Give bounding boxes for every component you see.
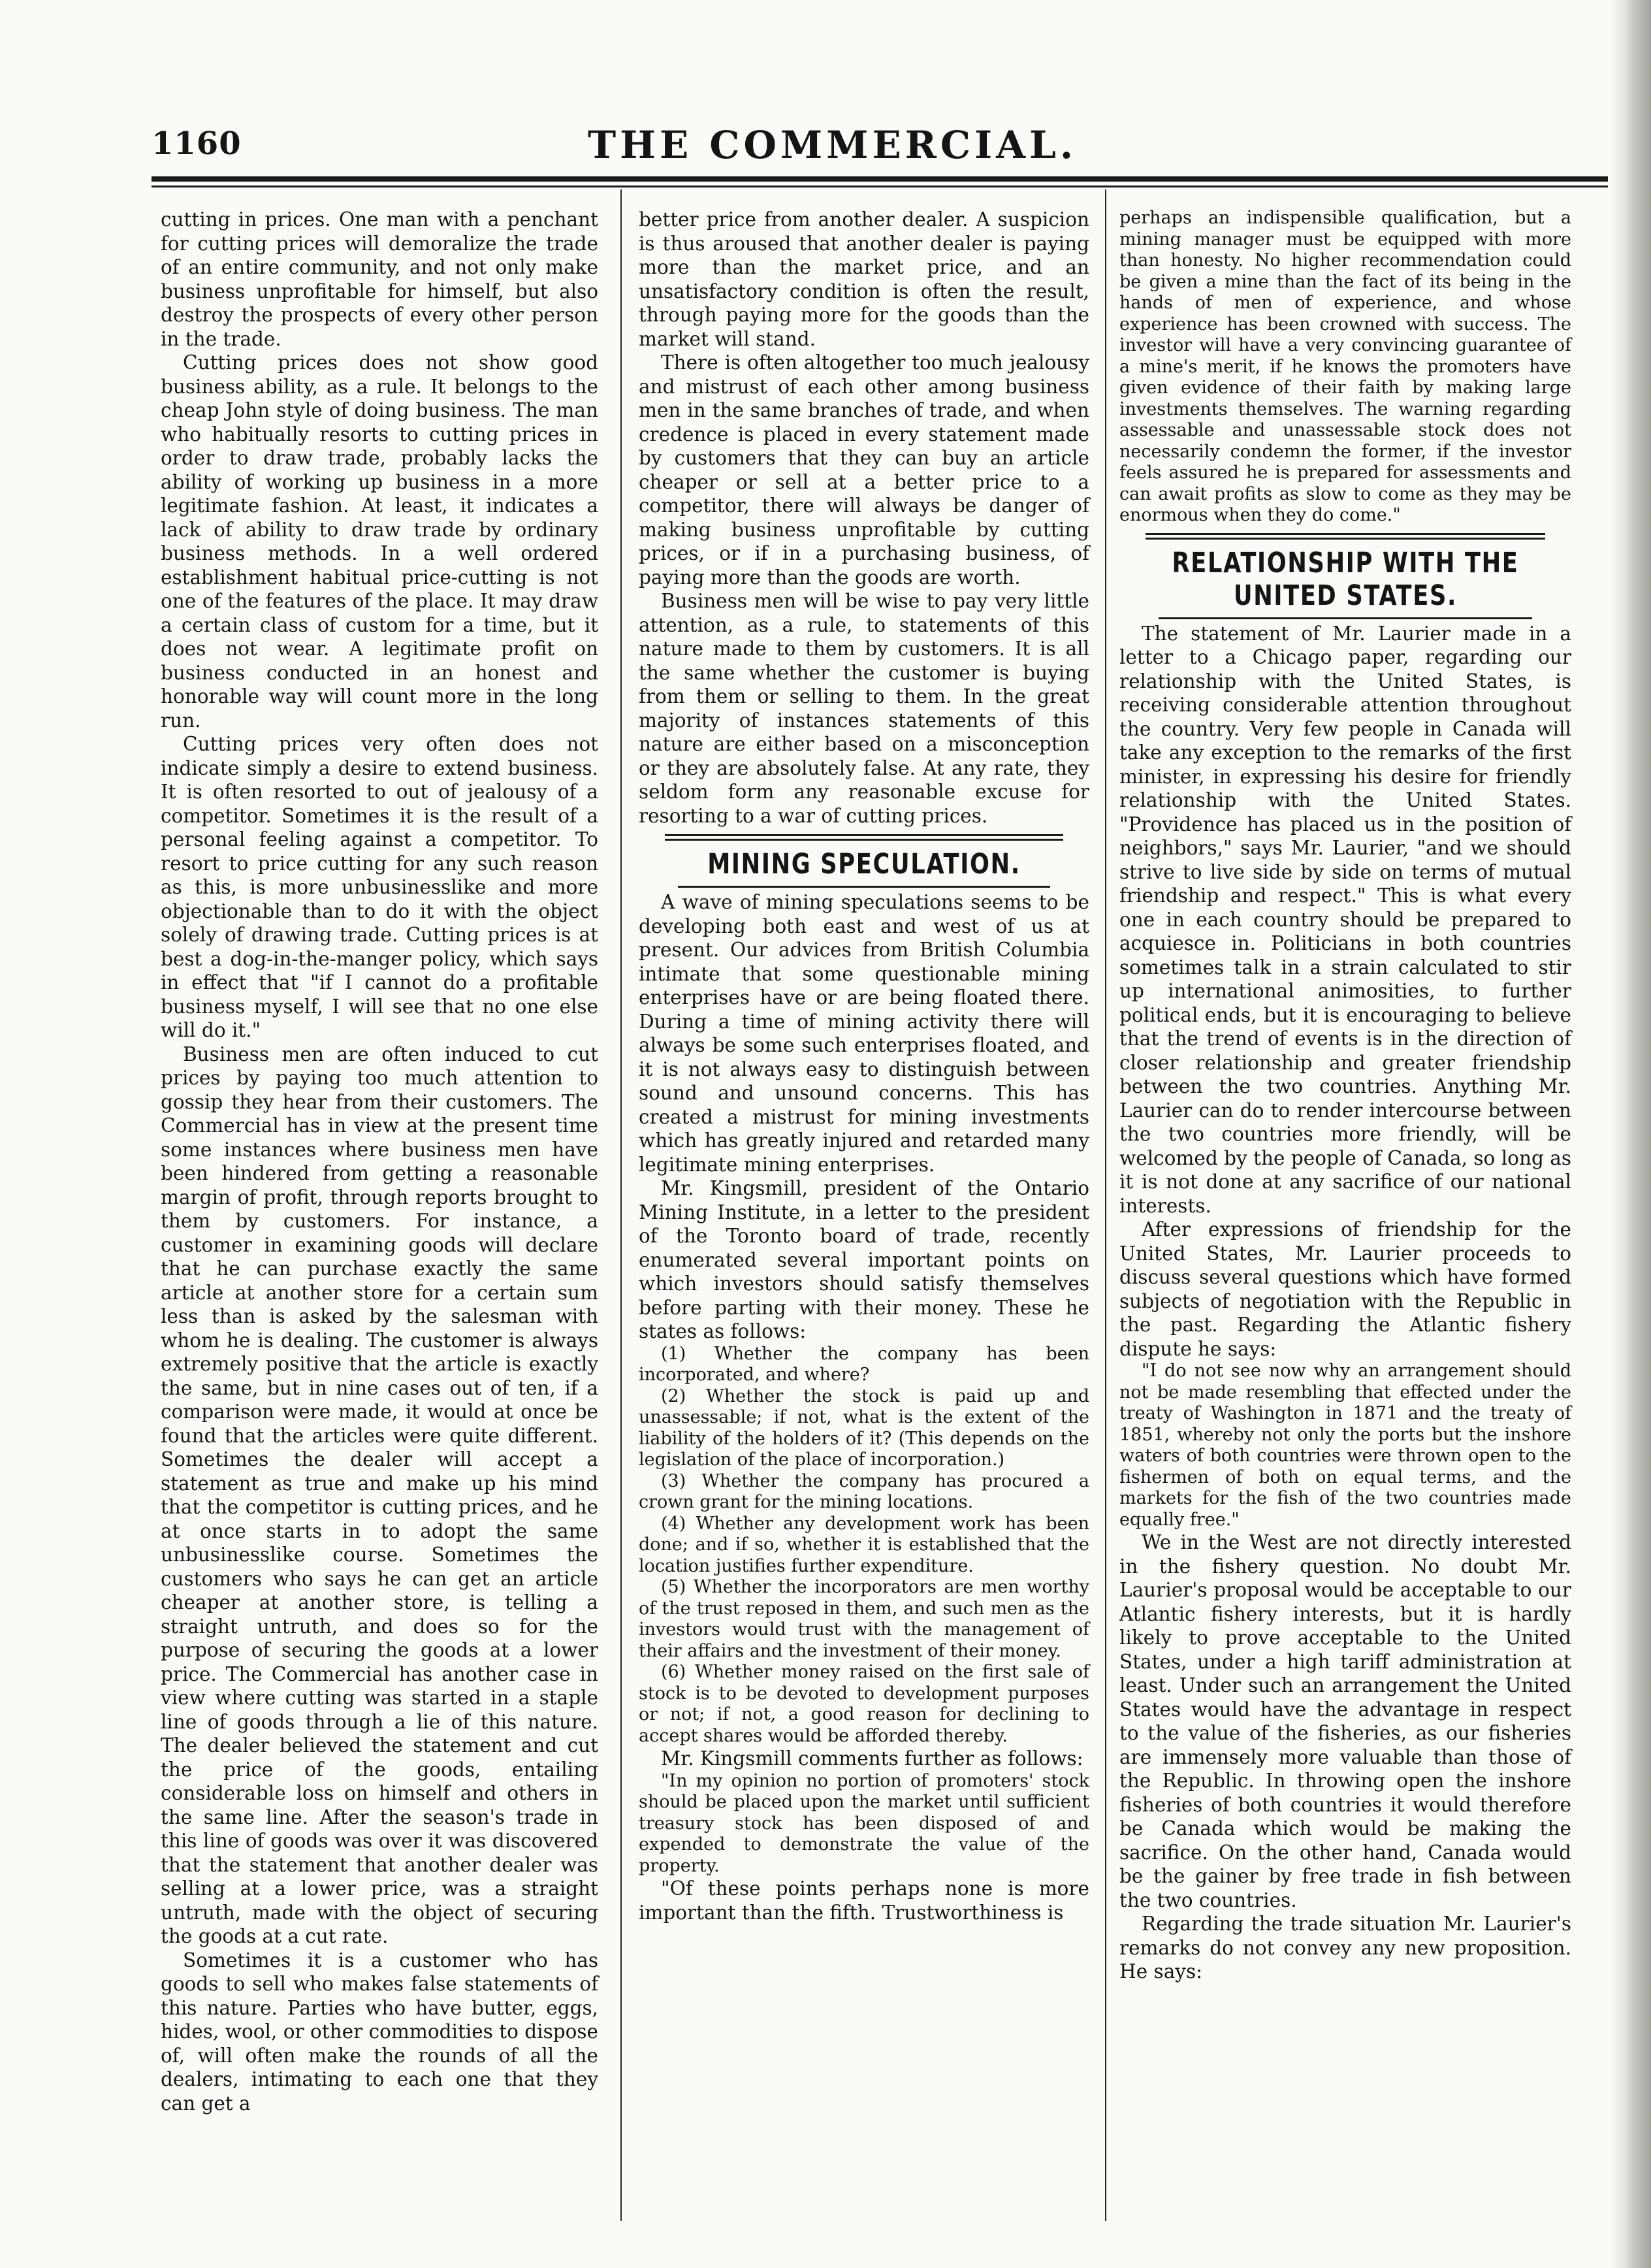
list-item: (5) Whether the incorporators are men worthy of the trust reposed in them, and such men as the investors would trust with the management of their affairs and the investment of their money.: [639, 1577, 1089, 1661]
paragraph: "Of these points perhaps none is more important than the fifth. Trustworthiness is: [639, 1877, 1089, 1924]
paragraph: better price from another dealer. A suspicion is thus aroused that another dealer is paying more than the market price, and an unsatisfactory condition is often the result, through paying more for the goods than the market will stand.: [639, 208, 1089, 350]
section-heading-mining: MINING SPECULATION.: [707, 848, 1021, 881]
list-item: (3) Whether the company has procured a crown grant for the mining locations.: [639, 1470, 1089, 1512]
paragraph: Cutting prices very often does not indicate simply a desire to extend business. It is often resorted to out of jealousy of a competitor. Sometimes it is the result of a personal feeling against a competitor. To resort to price cutting for any such reason as this, is more unbusinesslike and more objectionable than to do it with the object solely of drawing trade. Cutting prices is at best a dog-in-the-manger policy, which says in effect that "if I cannot do a profitable business myself, I will see that no one else will do it.": [161, 733, 598, 1041]
list-item: (4) Whether any development work has been done; and if so, whether it is established that the location justifies further expenditure.: [639, 1513, 1089, 1576]
paragraph: Mr. Kingsmill comments further as follows:: [661, 1747, 1083, 1770]
list-item: (1) Whether the company has been incorporated, and where?: [639, 1343, 1089, 1385]
paragraph: Business men are often induced to cut prices by paying too much attention to gossip they hear from their customers. The Commercial has in view at the present time some instances where business men have been hindered from getting a reasonable margin of profit, through reports brought to them by customers. For instance, a customer in examining goods will declare that he can purchase exactly the same article at another store for a certain sum less than is asked by the salesman with whom he is dealing. The customer is always extremely positive that the article is exactly the same, but in nine cases out of ten, if a comparison were made, it would at once be found that the articles were quite different. Sometimes the dealer will accept a statement as true and make up his mind that the competitor is cutting prices, and he at once starts in to adopt the same unbusinesslike course. Sometimes the customers who says he can get an article cheaper at another store, is telling a straight untruth, and does so for the purpose of securing the goods at a lower price. The Commercial has another case in view where cutting was started in a staple line of goods through a lie of this nature. The dealer believed the statement and cut the price of the goods, entailing considerable loss on himself and others in the same line. After the season's trade in this line of goods was over it was discovered that the statement that another dealer was selling at a lower price, was a straight untruth, made with the object of securing the goods at a cut rate.: [161, 1043, 598, 1947]
paragraph: Cutting prices does not show good business ability, as a rule. It belongs to the cheap John style of doing business. The man who habitually resorts to cutting prices in order to draw trade, probably lacks the ability of working up business in a more legitimate fashion. At least, it indicates a lack of ability to draw trade by ordinary business methods. In a well ordered establishment habitual price-cutting is not one of the features of the place. It may draw a certain class of custom for a time, but it does not wear. A legitimate profit on business conducted in an honest and honorable way will count more in the long run.: [161, 351, 598, 732]
heading-underline: [678, 886, 1050, 888]
page-number: 1160: [152, 125, 242, 162]
list-item: (6) Whether money raised on the first sale of stock is to be devoted to development purposes or not; if not, a good reason for declining to accept shares would be afforded thereby.: [639, 1662, 1089, 1746]
section-rule: [665, 834, 1063, 836]
header-rule-thin: [152, 186, 1608, 187]
paragraph: There is often altogether too much jealousy and mistrust of each other among business men in the same branches of trade, and when credence is placed in every statement made by customers that they can buy an article cheaper or sell at a better price to a competitor, there will always be danger of making business unprofitable by cutting prices, or if in a purchasing business, of paying more than the goods are worth.: [639, 351, 1089, 589]
paragraph: Business men will be wise to pay very little attention, as a rule, to statements of this nature made to them by customers. It is all the same whether the customer is buying from them or selling to them. In the great majority of instances statements of this nature are either based on a misconception or they are absolutely false. At any rate, they seldom form any reasonable excuse for resorting to a war of cutting prices.: [639, 590, 1089, 827]
column-3: [1119, 208, 1571, 1984]
paragraph: Regarding the trade situation Mr. Laurier's remarks do not convey any new proposition. He says:: [1119, 1913, 1571, 1983]
paragraph: The statement of Mr. Laurier made in a letter to a Chicago paper, regarding our relationship with the United States, is receiving considerable attention throughout the country. Very few people in Canada will take any exception to the remarks of the first minister, in expressing his desire for friendly relationship with the United States. "Providence has placed us in the position of neighbors," says Mr. Laurier, "and we should strive to live side by side on terms of mutual friendship and respect." This is what every one in each country should be prepared to acquiesce in. Politicians in both countries sometimes talk in a strain calculated to stir up international animosities, to further political ends, but it is encouraging to believe that the trend of events is in the direction of closer relationship and greater friendship between the two countries. Anything Mr. Laurier can do to render intercourse between the two countries more friendly, will be welcomed by the people of Canada, so long as it is not done at any sacrifice of our national interests.: [1119, 622, 1571, 1217]
header-rule-thick: [152, 176, 1608, 182]
section-heading-relationship: RELATIONSHIP WITH THE UNITED STATES.: [1172, 546, 1519, 612]
paragraph: We in the West are not directly interested in the fishery question. No doubt Mr. Laurier's proposal would be acceptable to our Atlantic fishery interests, but it is hardly likely to prove acceptable to the United States, under a high tariff administration at least. Under such an arrangement the United States would have the advantage in respect to the value of the fisheries, as our fisheries are immensely more valuable than those of the Republic. In throwing open the inshore fisheries of both countries it would therefore be Canada which would be making the sacrifice. On the other hand, Canada would be the gainer by free trade in fish between the two countries.: [1119, 1531, 1571, 1911]
heading-underline: [1159, 617, 1532, 619]
quote: perhaps an indispensible qualification, but a mining manager must be equipped with more than honesty. No higher recommendation could be given a mine than the fact of its being in the hands of men of experience, and whose experience has been crowned with success. The investor will have a very convincing guarantee of a mine's merit, if he knows the promoters have given evidence of their faith by making large investments themselves. The warning regarding assessable and unassessable stock does not necessarily condemn the former, if the investor feels assured he is prepared for assessments and can await profits as slow to come as they may be enormous when they do come.": [1119, 208, 1571, 525]
quote: "In my opinion no portion of promoters' stock should be placed upon the market until sufficient treasury stock has been disposed of and expended to demonstrate the value of the property.: [639, 1770, 1089, 1876]
section-rule: [1146, 533, 1545, 535]
paragraph: Sometimes it is a customer who has goods to sell who makes false statements of this nature. Parties who have butter, eggs, hides, wool, or other commodities to dispose of, will often make the rounds of all the dealers, intimating to each one that they can get a: [161, 1949, 598, 2114]
column-1: [161, 208, 598, 2115]
column-2: [639, 208, 1089, 1924]
quote: "I do not see now why an arrangement should not be made resembling that effected under the treaty of Washington in 1871 and the treaty of 1851, whereby not only the ports but the inshore waters of both countries were thrown open to the fishermen of both on equal terms, and the markets for the fish of the two countries made equally free.": [1119, 1361, 1571, 1530]
paragraph: Mr. Kingsmill, president of the Ontario Mining Institute, in a letter to the president of the Toronto board of trade, recently enumerated several important points on which investors should satisfy themselves before parting with their money. These he states as follows:: [639, 1177, 1089, 1342]
paragraph: cutting in prices. One man with a penchant for cutting prices will demoralize the trade of an entire community, and not only make business unprofitable for himself, but also destroy the prospects of every other person in the trade.: [161, 208, 598, 350]
column-divider-2: [1105, 189, 1106, 2221]
paragraph: A wave of mining speculations seems to be developing both east and west of us at present. Our advices from British Columbia intimate that some questionable mining enterprises have or are being floated there. During a time of mining activity there will always be some such enterprises floated, and it is not always easy to distinguish between sound and unsound concerns. This has created a mistrust for mining investments which has greatly injured and retarded many legitimate mining enterprises.: [639, 891, 1089, 1176]
list-item: (2) Whether the stock is paid up and unassessable; if not, what is the extent of the liability of the holders of it? (This depends on the legislation of the place of incorporation.): [639, 1385, 1089, 1470]
page-edge-shadow: [1609, 0, 1651, 2268]
column-divider-1: [620, 189, 622, 2221]
paragraph: After expressions of friendship for the United States, Mr. Laurier proceeds to discuss several questions which have formed subjects of negotiation with the Republic in the past. Regarding the Atlantic fishery dispute he says:: [1119, 1218, 1571, 1360]
masthead-title: THE COMMERCIAL.: [588, 123, 1078, 167]
